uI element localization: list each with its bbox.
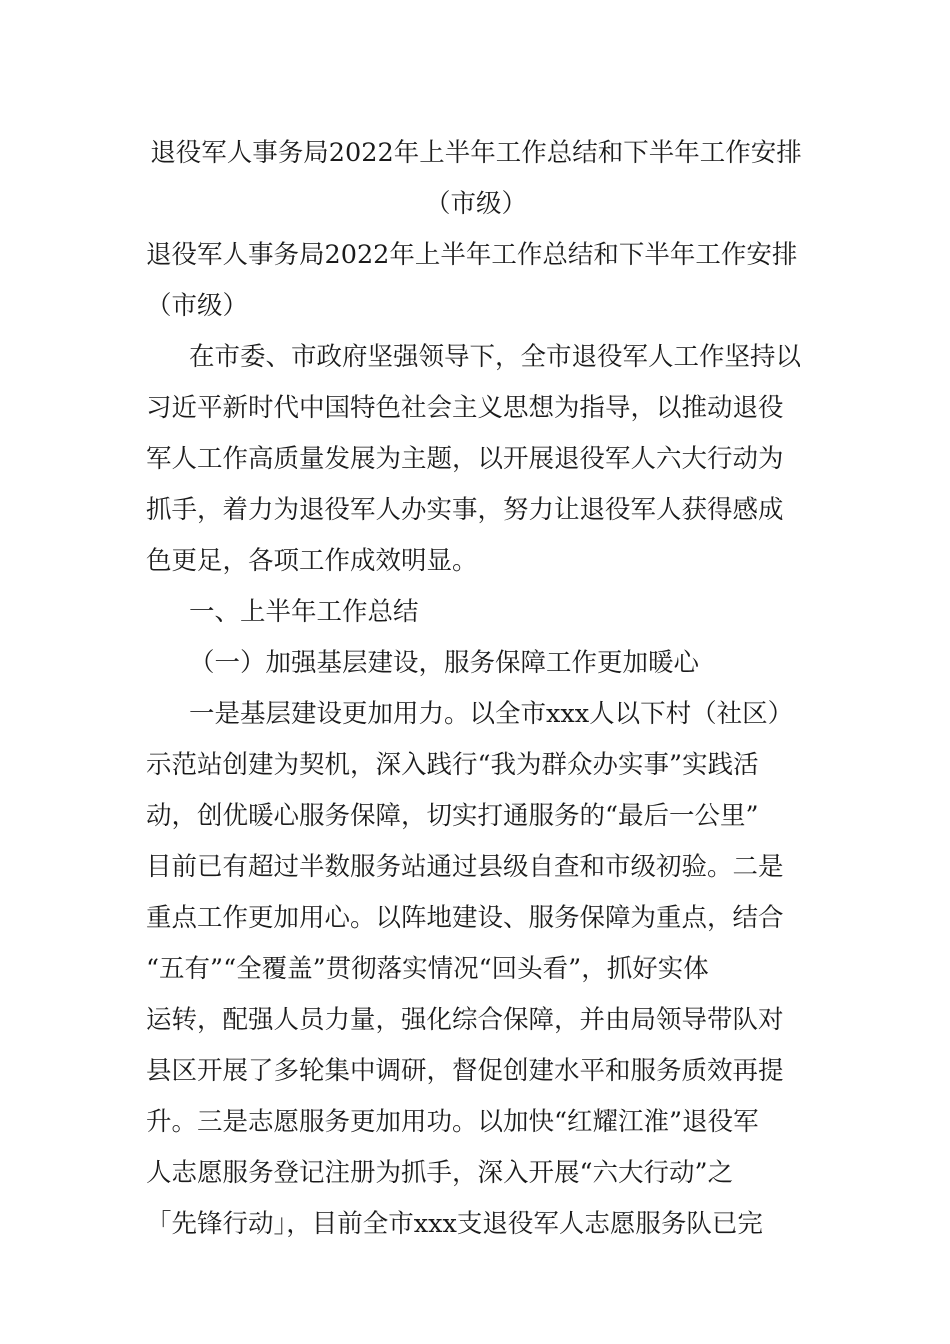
heading-repeat: 退役军人事务局2022年上半年工作总结和下半年工作安排 — [146, 240, 798, 270]
heading-repeat-suffix: （市级） — [146, 291, 249, 321]
document-title: 退役军人事务局2022年上半年工作总结和下半年工作安排 — [150, 138, 802, 168]
document-title-suffix: （市级） — [424, 189, 527, 219]
paragraph-line: 目前已有超过半数服务站通过县级自查和市级初验。二是 — [146, 852, 784, 882]
paragraph-line: 县区开展了多轮集中调研，督促创建水平和服务质效再提 — [146, 1056, 784, 1086]
paragraph-line: “五有”“全覆盖”贯彻落实情况“回头看”，抓好实体 — [146, 954, 709, 984]
subsection-heading: （一）加强基层建设，服务保障工作更加暖心 — [189, 648, 700, 678]
paragraph-line: 重点工作更加用心。以阵地建设、服务保障为重点，结合 — [146, 903, 784, 933]
paragraph-line: 在市委、市政府坚强领导下，全市退役军人工作坚持以 — [189, 342, 802, 372]
paragraph-line: 示范站创建为契机，深入践行“我为群众办实事”实践活 — [146, 750, 759, 780]
paragraph-line: 习近平新时代中国特色社会主义思想为指导，以推动退役 — [146, 393, 784, 423]
paragraph-line: 一是基层建设更加用力。以全市xxx人以下村（社区） — [189, 699, 794, 729]
paragraph-line: 军人工作高质量发展为主题，以开展退役军人六大行动为 — [146, 444, 784, 474]
paragraph-line: 运转，配强人员力量，强化综合保障，并由局领导带队对 — [146, 1005, 784, 1035]
paragraph-line: 动，创优暖心服务保障，切实打通服务的“最后一公里” — [146, 801, 759, 831]
paragraph-line: 人志愿服务登记注册为抓手，深入开展“六大行动”之 — [146, 1158, 734, 1188]
section-heading: 一、上半年工作总结 — [189, 597, 419, 627]
paragraph-line: 升。三是志愿服务更加用功。以加快“红耀江淮”退役军 — [146, 1107, 759, 1137]
paragraph-line: 「先锋行动」，目前全市xxx支退役军人志愿服务队已完 — [146, 1209, 763, 1239]
document-content — [146, 128, 806, 1250]
paragraph-line: 抓手，着力为退役军人办实事，努力让退役军人获得感成 — [146, 495, 784, 525]
paragraph-line: 色更足，各项工作成效明显。 — [146, 546, 478, 576]
